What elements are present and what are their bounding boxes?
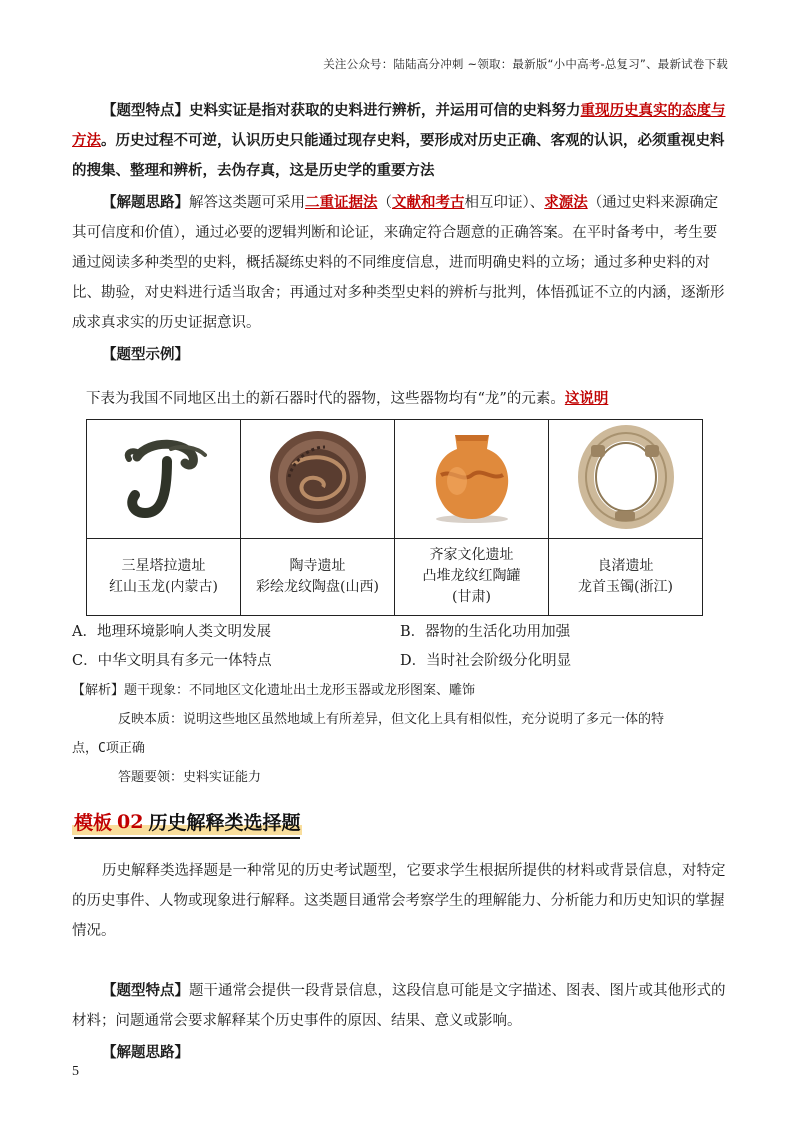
approach-paragraph: [72, 188, 728, 338]
option-a[interactable]: A．地理环境影响人类文明发展: [72, 623, 271, 640]
section1-content: [72, 96, 728, 792]
section2-traits: [72, 976, 728, 1036]
page-number: 5: [72, 1064, 79, 1079]
analysis-line-3: 点，C项正确: [72, 740, 145, 756]
section2-title: 历史解释类选择题: [148, 812, 301, 834]
artifact-site: 良渚遗址: [597, 557, 654, 574]
analysis-line-4: 答题要领：史料实证能力: [118, 769, 262, 785]
example-question: [72, 385, 728, 413]
section2-approach-label: 【解题思路】: [102, 1044, 189, 1061]
option-c[interactable]: C．中华文明具有多元一体特点: [72, 652, 272, 669]
artifact-site: 陶寺遗址: [289, 557, 346, 574]
approach-highlight-1: 二重证据法: [305, 194, 378, 211]
approach-text4: （通过史料来源确定其可信度和价值），通过必要的逻辑判断和论证，来确定符合题意的正确答案。在平时备考中，考生要通过阅读多种类型的史料，概括凝练史料的不同维度信息，进而明确史料的立场；通过多种史料的对比、勘验，对史料进行适当取舍；再通过对多种类型史料的辨析与批判，体悟孤证不立的内涵，逐渐形成求真求实的历史证据意识。: [72, 195, 725, 331]
section2-heading: [74, 808, 300, 839]
artifact-item: 红山玉龙(内蒙古): [109, 578, 218, 595]
jade-dragon-image: [109, 427, 219, 527]
artifact-captions-row: [87, 538, 703, 615]
example-label: 【题型示例】: [102, 346, 189, 363]
question-tail: 这说明: [564, 389, 609, 407]
artifact-caption: [87, 538, 241, 615]
approach-highlight-3: 求源法: [544, 194, 588, 211]
traits-label: 【题型特点】: [102, 102, 189, 119]
section2-prefix: 模板: [74, 812, 113, 834]
section2-number: 02: [117, 810, 144, 833]
traits-highlight: 重现历史真实的态度与方法: [72, 102, 726, 149]
artifact-item: 龙首玉镯(浙江): [578, 578, 673, 595]
page-header: 关注公众号：陆陆高分冲刺 ~领取：最新版“小中高考-总复习”、最新试卷下载: [323, 57, 728, 71]
option-d[interactable]: D．当时社会阶级分化明显: [400, 652, 572, 669]
artifact-region: (甘肃): [452, 589, 491, 605]
artifacts-table: [86, 419, 703, 616]
artifact-item: 彩绘龙纹陶盘(山西): [256, 578, 379, 595]
traits-text1: 史料实证是指对获取的史料进行辨析，并运用可信的史料努力: [189, 102, 581, 119]
artifact-image-cell: [395, 419, 549, 538]
section2-traits-label: 【题型特点】: [102, 982, 189, 999]
artifact-image-cell: [87, 419, 241, 538]
traits-paragraph: [72, 96, 728, 186]
section2-content: [72, 856, 728, 1068]
artifact-caption: [395, 538, 549, 615]
analysis-line-1: 【解析】题干现象：不同地区文化遗址出土龙形玉器或龙形图案、雕饰: [72, 682, 476, 698]
artifact-site: 齐家文化遗址: [429, 547, 514, 563]
approach-text2: （: [377, 195, 392, 211]
artifact-caption: [549, 538, 703, 615]
artifact-images-row: [87, 419, 703, 538]
option-b[interactable]: B．器物的生活化功用加强: [400, 623, 571, 640]
painted-pottery-plate-image: [263, 425, 373, 529]
approach-highlight-2: 文献和考古: [392, 194, 465, 211]
traits-text2: 。历史过程不可逆，认识历史只能通过现存史料，要形成对历史正确、客观的认识，必须重视史料的搜集、整理和辨析，去伪存真，这是历史学的重要方法: [72, 132, 725, 179]
red-pottery-jar-image: [417, 425, 527, 529]
analysis-line-2: 反映本质：说明这些地区虽然地域上有所差异，但文化上具有相似性，充分说明了多元一体的特: [118, 711, 665, 727]
jade-bracelet-image: [571, 425, 681, 529]
section2-intro: 历史解释类选择题是一种常见的历史考试题型，它要求学生根据所提供的材料或背景信息，对特定的历史事件、人物或现象进行解释。这类题目通常会考察学生的理解能力、分析能力和历史知识的掌握情况。: [72, 863, 726, 939]
question-text: 下表为我国不同地区出土的新石器时代的器物，这些器物均有“龙”的元素。: [86, 390, 565, 407]
artifact-image-cell: [241, 419, 395, 538]
artifact-site: 三星塔拉遗址: [121, 557, 206, 574]
section2-traits-text: 题干通常会提供一段背景信息，这段信息可能是文字描述、图表、图片或其他形式的材料；问题通常会要求解释某个历史事件的原因、结果、意义或影响。: [72, 983, 726, 1029]
artifact-item: 凸堆龙纹红陶罐: [422, 568, 521, 584]
approach-text1: 解答这类题可采用: [189, 195, 305, 211]
approach-label: 【解题思路】: [102, 194, 189, 211]
artifact-caption: [241, 538, 395, 615]
artifact-image-cell: [549, 419, 703, 538]
analysis-block: [72, 676, 728, 792]
answer-options: [72, 618, 728, 676]
approach-text3: 相互印证）、: [464, 195, 545, 211]
